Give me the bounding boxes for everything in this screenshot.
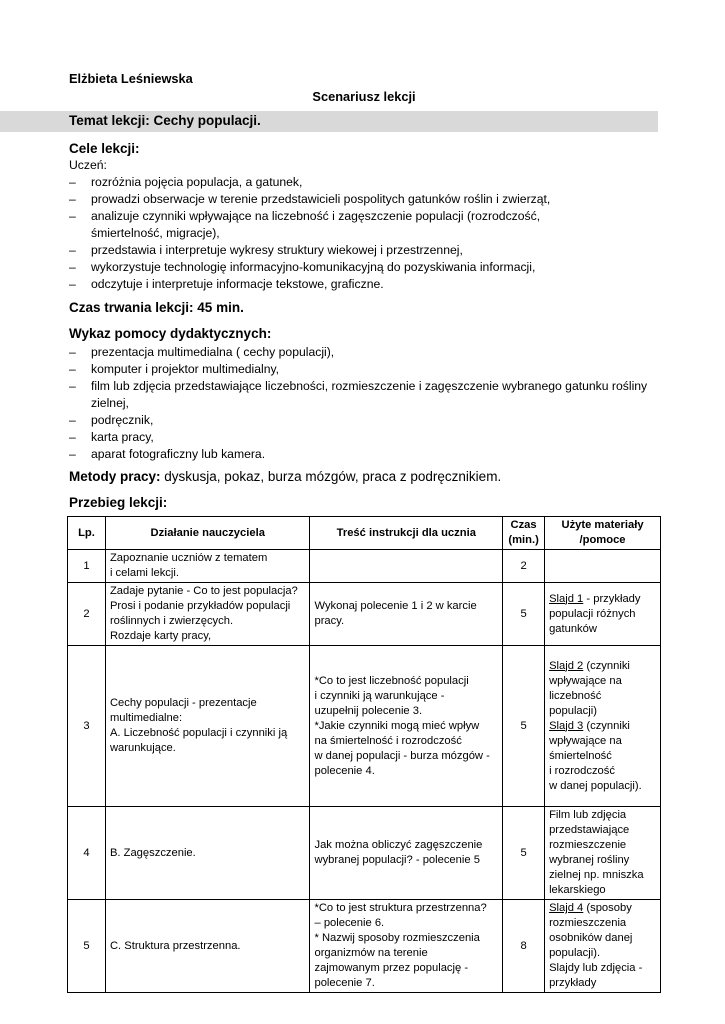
cell-line: osobników danej <box>549 932 633 944</box>
cell-line: populacji) <box>549 704 597 717</box>
header-lp: Lp. <box>68 517 106 550</box>
cell-line: wpływające na <box>549 734 622 747</box>
cell-time: 5 <box>503 646 545 807</box>
aids-list <box>69 344 659 463</box>
cell-line: polecenie 4. <box>314 764 375 777</box>
cell-lp: 1 <box>68 550 106 583</box>
header-materials: Użyte materiały /pomoce <box>545 517 661 550</box>
cell-line: w danej populacji). <box>549 779 642 792</box>
cell-line: Slajd 1 - przykłady <box>549 592 641 605</box>
cell-line: uzupełnij polecenie 3. <box>314 704 423 717</box>
list-item: – film lub zdjęcia przedstawiające liczebności, rozmieszczenie i zagęszczenie wybranego gatunku rośliny zielnej, <box>69 378 659 412</box>
cell-teacher-action <box>105 646 310 807</box>
cell-line: Slajdy lub zdjęcia - <box>549 962 643 974</box>
cell-line: wybranej rośliny <box>549 854 630 866</box>
cell-line: populacji). <box>549 947 601 959</box>
cell-line: Slajd 2 (czynniki <box>549 659 630 672</box>
cell-line: wpływające na <box>549 674 622 687</box>
header-time: Czas (min.) <box>503 517 545 550</box>
list-item: – karta pracy, <box>69 429 659 446</box>
cell-line: lekarskiego <box>549 884 606 896</box>
header-teacher-action: Działanie nauczyciela <box>105 517 310 550</box>
list-item: – rozróżnia pojęcia populacja, a gatunek, <box>69 174 659 191</box>
table-row <box>68 646 661 807</box>
cell-line: zielnej np. mniszka <box>549 869 644 881</box>
cell-student-instruction <box>310 900 503 993</box>
cell-materials <box>545 807 661 900</box>
cell-lp: 4 <box>68 807 106 900</box>
cell-line: pracy. <box>314 615 345 627</box>
table-row <box>68 583 661 646</box>
cell-line: Slajd 3 (czynniki <box>549 719 630 732</box>
cell-line: populacji różnych <box>549 607 636 620</box>
cell-time: 5 <box>503 807 545 900</box>
list-item: – wykorzystuje technologię informacyjno-komunikacyjną do pozyskiwania informacji, <box>69 259 659 276</box>
cell-line: i celami lekcji. <box>109 567 179 579</box>
cell-lp: 5 <box>68 900 106 993</box>
cell-line: organizmów na terenie <box>314 947 428 959</box>
cell-materials <box>545 646 661 807</box>
cell-time: 5 <box>503 583 545 646</box>
author-name: Elżbieta Leśniewska <box>69 71 193 86</box>
cell-line: gatunków <box>549 622 597 635</box>
cell-materials <box>545 550 661 583</box>
table-row <box>68 550 661 583</box>
cell-line: C. Struktura przestrzenna. <box>109 939 241 952</box>
cell-line: Cechy populacji - prezentacje <box>109 697 257 709</box>
cell-time: 8 <box>503 900 545 993</box>
cell-line: *Co to jest liczebność populacji <box>314 674 469 687</box>
cell-teacher-action <box>105 900 310 993</box>
slide-reference: Slajd 4 <box>549 902 584 914</box>
cell-line: na śmiertelność i rozrodczość <box>314 734 462 747</box>
cell-line: A. Liczebność populacji i czynniki ją <box>109 727 288 739</box>
cell-line: warunkujące. <box>109 742 176 754</box>
cell-line: roślinnych i zwierzęcych. <box>109 615 234 627</box>
table-header-row <box>68 517 661 550</box>
cell-line: przedstawiające <box>549 824 630 836</box>
cell-line: Zapoznanie uczniów z tematem <box>109 552 268 564</box>
goals-heading: Cele lekcji: <box>69 141 140 156</box>
methods-line <box>69 469 501 484</box>
lesson-topic: Temat lekcji: Cechy populacji. <box>69 113 261 128</box>
document-title-text: Scenariusz lekcji <box>312 89 416 104</box>
cell-line: Film lub zdjęcia <box>549 809 627 821</box>
cell-line: Slajd 4 (sposoby <box>549 902 632 914</box>
cell-line: liczebność <box>549 689 602 702</box>
cell-teacher-action <box>105 583 310 646</box>
table-row <box>68 900 661 993</box>
methods-label: Metody pracy: <box>69 469 161 484</box>
cell-student-instruction <box>310 583 503 646</box>
cell-line: Prosi i podanie przykładów populacji <box>109 600 291 612</box>
cell-line: wybranej populacji? - polecenie 5 <box>314 854 480 866</box>
table-body <box>68 550 661 993</box>
cell-line: w danej populacji - burza mózgów - <box>314 749 490 762</box>
cell-line: *Co to jest struktura przestrzenna? <box>314 902 487 914</box>
goals-list <box>69 174 659 293</box>
cell-line: i rozrodczość <box>549 764 615 777</box>
duration-heading: Czas trwania lekcji: 45 min. <box>69 300 244 315</box>
cell-materials <box>545 900 661 993</box>
cell-student-instruction <box>310 646 503 807</box>
cell-line: Wykonaj polecenie 1 i 2 w karcie <box>314 600 477 612</box>
cell-line: *Jakie czynniki mogą mieć wpływ <box>314 719 480 732</box>
list-item: – analizuje czynniki wpływające na liczebność i zagęszczenie populacji (rozrodczość, śmiertelność, migracje), <box>69 208 659 242</box>
cell-line: Jak można obliczyć zagęszczenie <box>314 839 483 851</box>
slide-reference: Slajd 1 <box>549 592 584 605</box>
document-title <box>69 89 659 104</box>
cell-line: B. Zagęszczenie. <box>109 846 196 859</box>
cell-line: rozmieszczenia <box>549 917 627 929</box>
cell-line: Zadaje pytanie - Co to jest populacja? <box>109 585 298 597</box>
slide-reference: Slajd 2 <box>549 659 584 672</box>
cell-line: Rozdaje karty pracy, <box>109 630 212 642</box>
list-item: – prezentacja multimedialna ( cechy populacji), <box>69 344 659 361</box>
aids-heading: Wykaz pomocy dydaktycznych: <box>69 326 272 341</box>
course-heading: Przebieg lekcji: <box>69 495 168 510</box>
cell-line: multimedialne: <box>109 712 183 724</box>
cell-time: 2 <box>503 550 545 583</box>
cell-teacher-action <box>105 807 310 900</box>
list-item: – podręcznik, <box>69 412 659 429</box>
cell-lp: 3 <box>68 646 106 807</box>
list-item: – aparat fotograficzny lub kamera. <box>69 446 659 463</box>
cell-teacher-action <box>105 550 310 583</box>
slide-reference: Slajd 3 <box>549 719 584 732</box>
list-item: – przedstawia i interpretuje wykresy struktury wiekowej i przestrzennej, <box>69 242 659 259</box>
goals-intro: Uczeń: <box>69 158 107 172</box>
list-item: – komputer i projektor multimedialny, <box>69 361 659 378</box>
methods-text: dyskusja, pokaz, burza mózgów, praca z podręcznikiem. <box>160 469 502 484</box>
cell-materials <box>545 583 661 646</box>
cell-line: śmiertelność <box>549 749 612 762</box>
table-row <box>68 807 661 900</box>
cell-student-instruction <box>310 807 503 900</box>
lesson-plan-table <box>67 516 661 993</box>
cell-line: rozmieszczenie <box>549 839 627 851</box>
cell-line: zajmowanym przez populację - <box>314 962 469 974</box>
cell-line: – polecenie 6. <box>314 917 385 929</box>
cell-line: * Nazwij sposoby rozmieszczenia <box>314 932 480 944</box>
cell-line: przykłady <box>549 977 597 989</box>
cell-student-instruction <box>310 550 503 583</box>
header-student-instruction: Treść instrukcji dla ucznia <box>310 517 503 550</box>
list-item: – odczytuje i interpretuje informacje tekstowe, graficzne. <box>69 276 659 293</box>
cell-line: polecenie 7. <box>314 977 375 989</box>
cell-line: i czynniki ją warunkujące - <box>314 689 445 702</box>
list-item: – prowadzi obserwacje w terenie przedstawicieli pospolitych gatunków roślin i zwierząt, <box>69 191 659 208</box>
cell-lp: 2 <box>68 583 106 646</box>
